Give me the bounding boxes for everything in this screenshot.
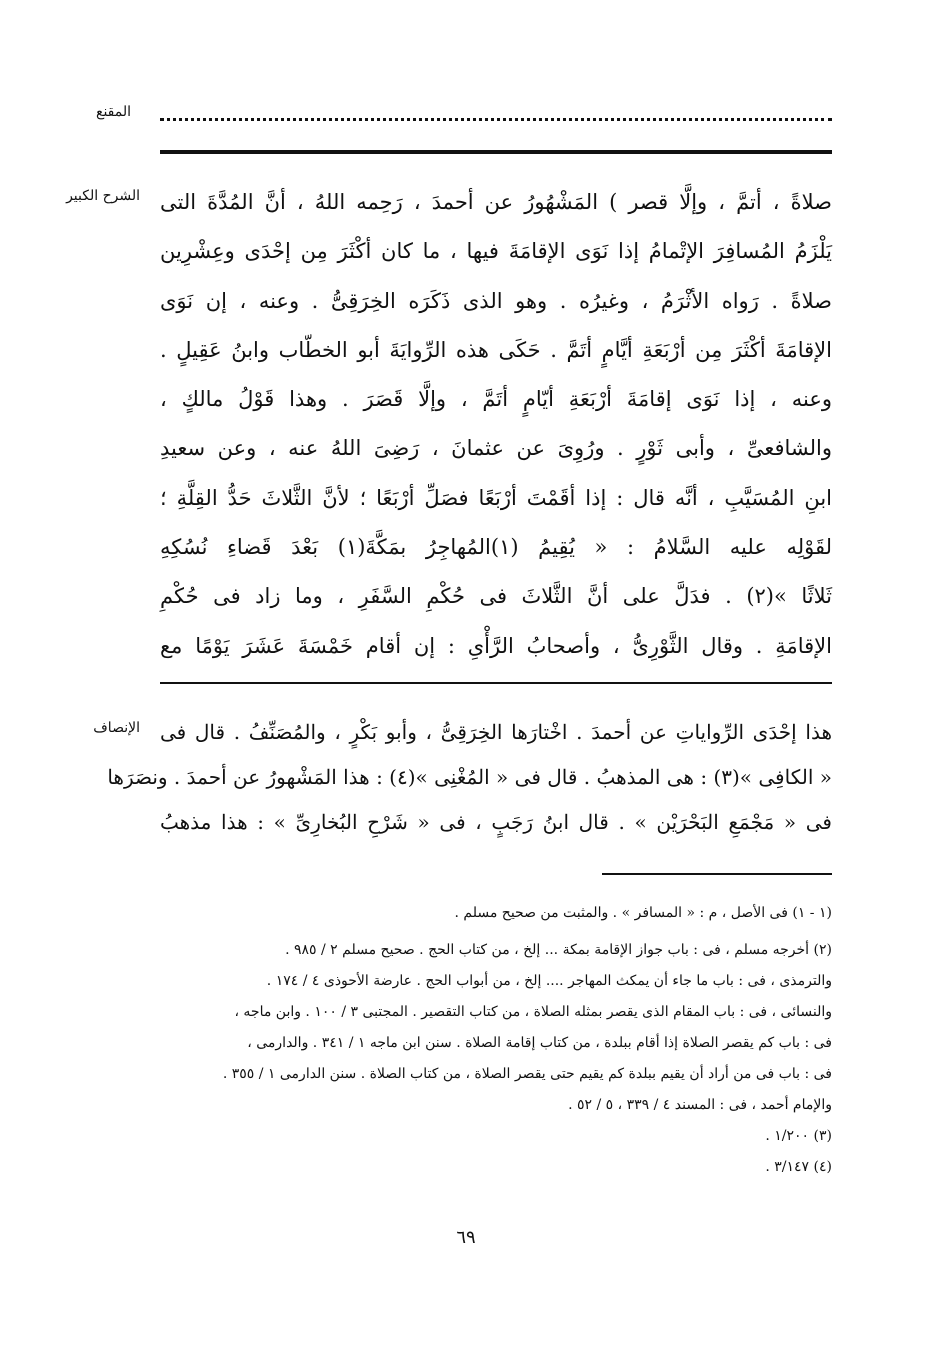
footnote: والإمام أحمد ، فى : المسند ٤ / ٣٣٩ ، ٥ / ٥٢ .	[568, 1097, 832, 1113]
insaf-side-label: الإنصاف	[93, 720, 140, 736]
sharh-side-label: الشرح الكبير	[66, 188, 140, 204]
text-line: والشافعىِّ ، وأبى ثَوْرٍ . ورُوِىَ عن عثمانَ ، رَضِىَ اللهُ عنه ، وعن سعيدِ	[160, 436, 832, 461]
text-line: لقَوْلِه عليه السَّلامُ : « يُقِيمُ (١)المُهاجِرُ بمَكَّةَ(١) بَعْدَ قَضاءِ نُسُكِهِ	[160, 535, 832, 560]
footnote: والنسائى ، فى : باب المقام الذى يقصر بمثله الصلاة ، من كتاب التقصير . المجتبى ٣ / ١٠٠ . وابن ماجه ،	[234, 1004, 832, 1020]
text-line: فى « مَجْمَعِ البَحْرَيْن » . قال ابنُ رَجَبٍ ، فى « شَرْحِ البُخارِىِّ » : هذا مذهبُ	[160, 810, 832, 834]
text-line: ابنِ المُسَيَّبِ ، أنَّه قال : إذا أقَمْتَ أرْبَعًا فصَلِّ أرْبَعًا ؛ لأنَّ الثَّلاثَ حَدُّ القِلَّةِ ؛	[160, 485, 832, 510]
text-line: وعنه ، إذا نَوَى إقامَةَ أرْبَعَةِ أيّامٍ أتَمَّ ، وإلَّا قَصَرَ . وهذا قَوْلُ مالكٍ ،	[160, 387, 832, 412]
footnote-divider	[602, 873, 832, 875]
text-line: الإقامَةَ أكْثَرَ مِن أرْبَعَةِ أيَّامٍ أتَمَّ . حَكَى هذه الرِّوايَةَ أبو الخطّاب وابنُ عَقِيلٍ .	[160, 337, 832, 362]
text-line: يَلْزَمُ المُسافِرَ الإتْمامُ إذا نَوَى الإقامَةَ فيها ، ما كان أكْثَرَ مِن إحْدَى وعِشْرِين	[160, 239, 832, 264]
text-line: « الكافِى »(٣) : هى المذهبُ . قال فى « المُغْنِى »(٤) : هذا المَشْهورُ عن أحمدَ . ونصَرَها	[107, 765, 832, 789]
sharh-main-text	[160, 178, 832, 671]
page-number: ٦٩	[456, 1227, 476, 1248]
footnotes	[150, 898, 832, 1183]
footnote: (١ - ١) فى الأصل ، م : « المسافر » . والمثبت من صحيح مسلم .	[454, 905, 832, 921]
footnote: والترمذى ، فى : باب ما جاء أن يمكث المهاجر .... إلخ ، من أبواب الحج . عارضة الأحوذى ٤ / ١٧٤ .	[266, 973, 832, 989]
text-line: الإقامَةِ . وقال الثَّوْرِىُّ ، وأصحابُ الرَّأْىِ : إن أقام خَمْسَةَ عَشَرَ يَوْمًا مع	[160, 633, 832, 658]
header-solid-rule	[160, 150, 832, 154]
section-divider	[160, 682, 832, 684]
text-line: صلاةً . رَواه الأثْرَمُ ، وغيرُه . وهو الذى ذَكَرَه الخِرَقِىُّ . وعنه ، إن نَوَى	[160, 288, 832, 313]
footnote: فى : باب فى من أراد أن يقيم ببلدة كم يقيم حتى يقصر الصلاة ، من كتاب الصلاة . سنن الدارمى ١ / ٣٥٥ .	[222, 1066, 832, 1082]
footnote: (٤) ٣/١٤٧ .	[765, 1159, 832, 1175]
footnote: فى : باب كم يقصر الصلاة إذا أقام ببلدة ، من كتاب إقامة الصلاة . سنن ابن ماجه ١ / ٣٤١ . والدارمى ،	[247, 1035, 832, 1051]
header-dotted-rule	[160, 118, 832, 121]
footnote: (٣) ١/٢٠٠ .	[765, 1128, 832, 1144]
text-line: صلاةً ، أتمَّ ، وإلَّا قصر ) المَشْهُورُ عن أحمدَ ، رَحِمه اللهُ ، أنَّ المُدَّةَ التى	[160, 190, 832, 214]
footnote: (٢) أخرجه مسلم ، فى : باب جواز الإقامة بمكة ... إلخ ، من كتاب الحج . صحيح مسلم ٢ / ٩٨٥ .	[285, 942, 832, 958]
text-line: ثَلاثًا »(٢) . فدَلَّ على أنَّ الثَّلاثَ فى حُكْمِ السَّفَرِ ، وما زاد فى حُكْمِ	[160, 584, 832, 609]
text-line: هذا إحْدَى الرِّواياتِ عن أحمدَ . اخْتارَها الخِرَقِىُّ ، وأبو بَكْرٍ ، والمُصَنِّفُ . قال فى	[160, 720, 832, 744]
running-header-label: المقنع	[96, 104, 132, 120]
